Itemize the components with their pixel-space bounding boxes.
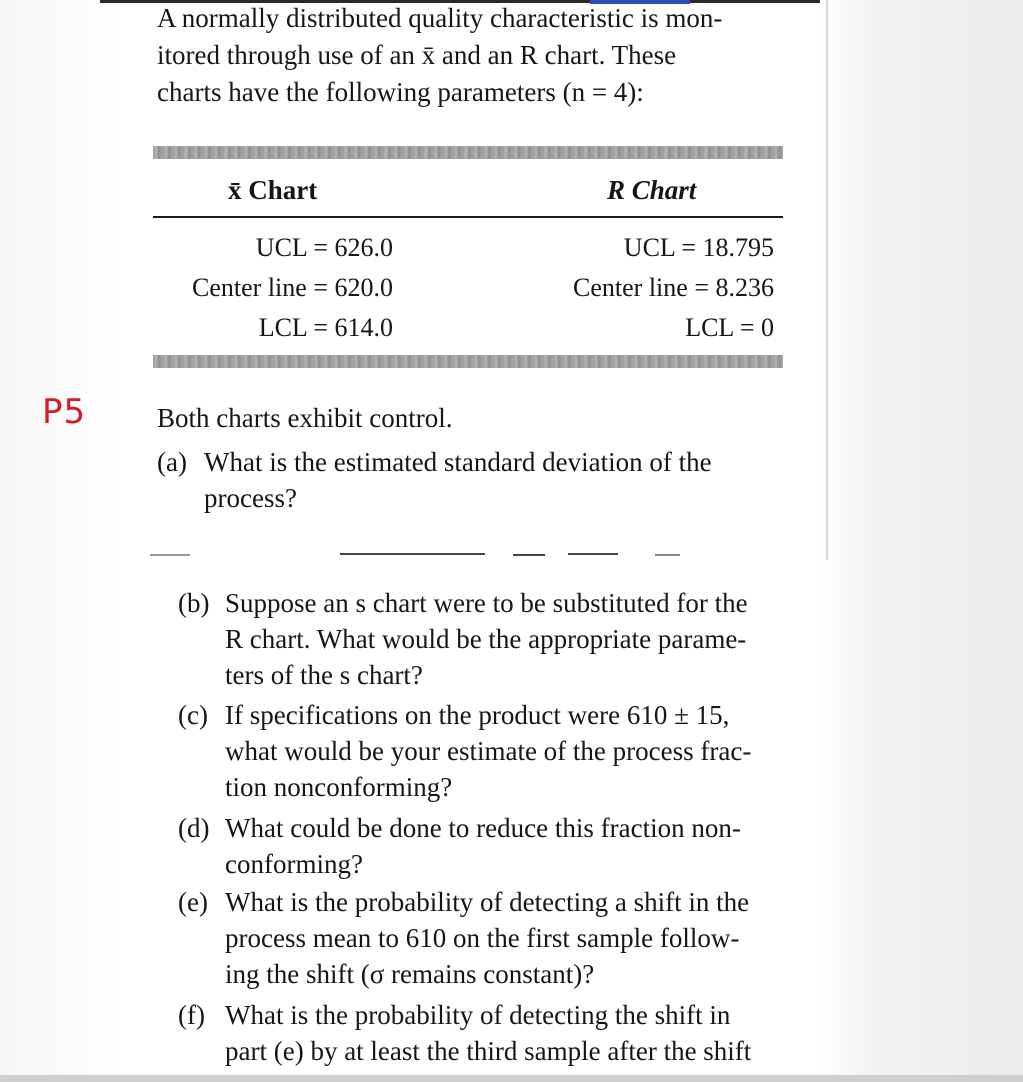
- intro-line: charts have the following parameters (n = 4):: [157, 77, 644, 107]
- xbar-ucl: UCL = 626.0: [255, 233, 393, 262]
- r-lcl: LCL = 0: [685, 313, 774, 342]
- part-line: conforming?: [225, 849, 363, 879]
- intro-line: A normally distributed quality characteristic is mon-: [157, 3, 723, 33]
- xbar-lcl: LCL = 614.0: [258, 313, 393, 342]
- part-label: (a): [157, 447, 187, 477]
- part-line: R chart. What would be the appropriate parame-: [225, 624, 747, 654]
- part-c: [178, 697, 818, 805]
- part-label: (e): [178, 887, 208, 917]
- part-line: Suppose an s chart were to be substituted for the: [225, 588, 748, 618]
- part-line: What could be done to reduce this fraction non-: [225, 813, 741, 843]
- scan-bottom-edge: [0, 1075, 1023, 1082]
- table-bottom-bar: [153, 355, 783, 368]
- part-line: If specifications on the product were 610 ± 15,: [225, 700, 730, 730]
- part-a: [157, 444, 757, 516]
- part-line: process mean to 610 on the first sample follow-: [225, 923, 740, 953]
- part-e: [178, 884, 818, 992]
- part-label: (d): [178, 813, 210, 843]
- r-ucl: UCL = 18.795: [623, 233, 774, 262]
- part-f: [178, 997, 818, 1069]
- xbar-chart-header: x̄ Chart: [228, 175, 318, 205]
- problem-number-handwritten: P5: [42, 392, 87, 432]
- part-line: what would be your estimate of the process frac-: [225, 736, 752, 766]
- table-top-bar: [153, 146, 783, 159]
- part-line: ing the shift (σ remains constant)?: [225, 959, 595, 989]
- table-header-rule: [153, 216, 783, 218]
- control-note: Both charts exhibit control.: [157, 403, 453, 433]
- r-chart-header: R Chart: [607, 175, 697, 205]
- part-label: (c): [178, 700, 208, 730]
- r-parameters: [500, 228, 774, 348]
- part-line: What is the probability of detecting a shift in the: [225, 887, 750, 917]
- part-b: [178, 585, 818, 693]
- intro-line: itored through use of an x̄ and an R chart. These: [157, 40, 677, 70]
- part-line: tion nonconforming?: [225, 772, 453, 802]
- separator-dash: [513, 554, 545, 556]
- separator-dash: [150, 554, 190, 556]
- part-line: What is the estimated standard deviation of the: [204, 447, 712, 477]
- xbar-center-line: Center line = 620.0: [192, 273, 393, 302]
- r-center-line: Center line = 8.236: [573, 273, 774, 302]
- separator-dash: [655, 554, 680, 556]
- separator-dash: [340, 553, 485, 555]
- separator-dash: [568, 553, 618, 555]
- part-line: process?: [204, 483, 297, 513]
- part-label: (f): [178, 1000, 205, 1030]
- intro-paragraph: [157, 0, 797, 111]
- part-line: What is the probability of detecting the shift in: [225, 1000, 731, 1030]
- part-label: (b): [178, 588, 210, 618]
- xbar-parameters: [140, 228, 393, 348]
- part-d: [178, 810, 818, 882]
- part-line: ters of the s chart?: [225, 660, 423, 690]
- part-line: part (e) by at least the third sample after the shift: [225, 1036, 752, 1066]
- page-fold: [826, 0, 828, 560]
